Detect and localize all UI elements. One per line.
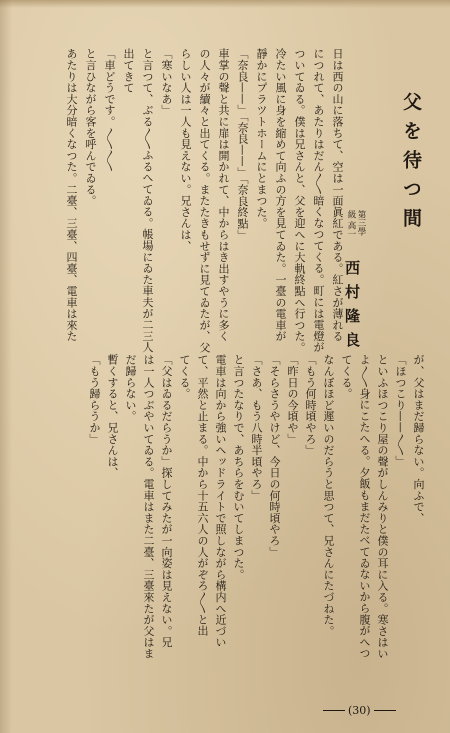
text-column: 日は西の山に落ちて、空は一面眞紅である。紅さが薄れる xyxy=(331,48,344,342)
text-column: 暫くすると、兄さんは、 xyxy=(106,354,119,479)
page-number-rule-left xyxy=(323,710,345,711)
page-number xyxy=(320,704,399,717)
text-column: 「もう歸らうか」 xyxy=(88,354,101,445)
text-column: 「父はゐるだらうか」探してみたが一向姿は見えない。兄 xyxy=(160,354,173,648)
text-column: 「寒いなあ」 xyxy=(160,48,173,116)
text-column: 「奈良——」「奈良——」「奈良終點」 xyxy=(236,48,249,241)
text-column: て、平然と止まる。中から十五六人の人がぞろ〳〵と出 xyxy=(196,354,209,637)
page-number-rule-right xyxy=(374,710,396,711)
text-column: の人々が續々と出てくる。またたきもせずに見てゐたが、父 xyxy=(198,48,211,354)
article-title: 父を待つ間 xyxy=(400,92,422,237)
page-number-open-paren: ( xyxy=(348,704,353,717)
author-school-grade: 第三學級 高一 xyxy=(346,210,366,239)
text-column: 靜かにプラツトホームにとまつた。 xyxy=(255,48,268,229)
text-column: なんぼほど遲いのだらうと思つて、兄さんにたづねた。 xyxy=(322,354,335,637)
text-column: 「昨日の今頃や」 xyxy=(286,354,299,445)
text-column: と言つたなりで、あちらをむいてしまつた。 xyxy=(232,354,245,580)
text-column: につれて、あたりはだん〳〵暗くなつてくる。町には電燈が xyxy=(312,48,325,353)
text-column: 「さあ、もう八時半頃やろ」 xyxy=(250,354,263,501)
text-column: 「ほつこり——〳〵」 xyxy=(394,354,407,467)
page-binding-shadow xyxy=(0,0,12,733)
text-column: 車掌の聲と共に扉は開かれて、中からはき出すやうに多く xyxy=(217,48,230,342)
text-column: てくる。 xyxy=(178,354,191,400)
text-column: 「車どうです。〳〵〳〵 xyxy=(103,48,116,172)
text-column: らしい人は一人も見えない。兄さんは、 xyxy=(179,48,192,252)
text-column: 「もう何時頃やろ」 xyxy=(304,354,317,456)
text-column: といふほつこり屋の聲がしんみりと僕の耳に入る。寒さはい xyxy=(376,354,389,660)
page-edge-shadow xyxy=(0,0,450,8)
text-column: 出てきて xyxy=(122,48,135,94)
text-column: 「そらさうやけど、今日の何時頃やろ」 xyxy=(268,354,281,558)
text-column: 電車は向から強いヘッドライトで照しながら構内へ近づい xyxy=(214,354,227,648)
text-column: よ〳〵身にこたへる。夕飯もまだたべてゐないから腹がへつ xyxy=(358,354,371,659)
text-column: あたりは大分暗くなつた。二臺、三臺、四臺、電車は來た xyxy=(65,48,78,342)
author-name: 西村隆良 xyxy=(343,260,361,356)
page-number-value: 30 xyxy=(352,704,367,717)
text-column: が、父はまだ歸らない。向ふで、 xyxy=(412,354,425,524)
text-column: だ歸らない。 xyxy=(124,354,137,422)
text-column: てくる。 xyxy=(340,354,353,400)
text-column: ついてゐる。僕は兄さんと、父を迎へに大軌終點へ行つた。 xyxy=(293,48,306,354)
text-column: 冷たい風に身を縮めて向ふの方を見てゐた。一臺の電車が xyxy=(274,48,287,342)
text-column: と言ひながら客を呼んでゐる。 xyxy=(84,48,97,207)
page-number-close-paren: ) xyxy=(366,704,371,717)
text-column: は一人つぶやいてゐる。電車はまた二臺、三臺來たが父はま xyxy=(142,354,155,660)
text-column: と言つて、ぶる〳〵ふるへてゐる。帳場にゐた車夫が二三人 xyxy=(141,48,154,353)
